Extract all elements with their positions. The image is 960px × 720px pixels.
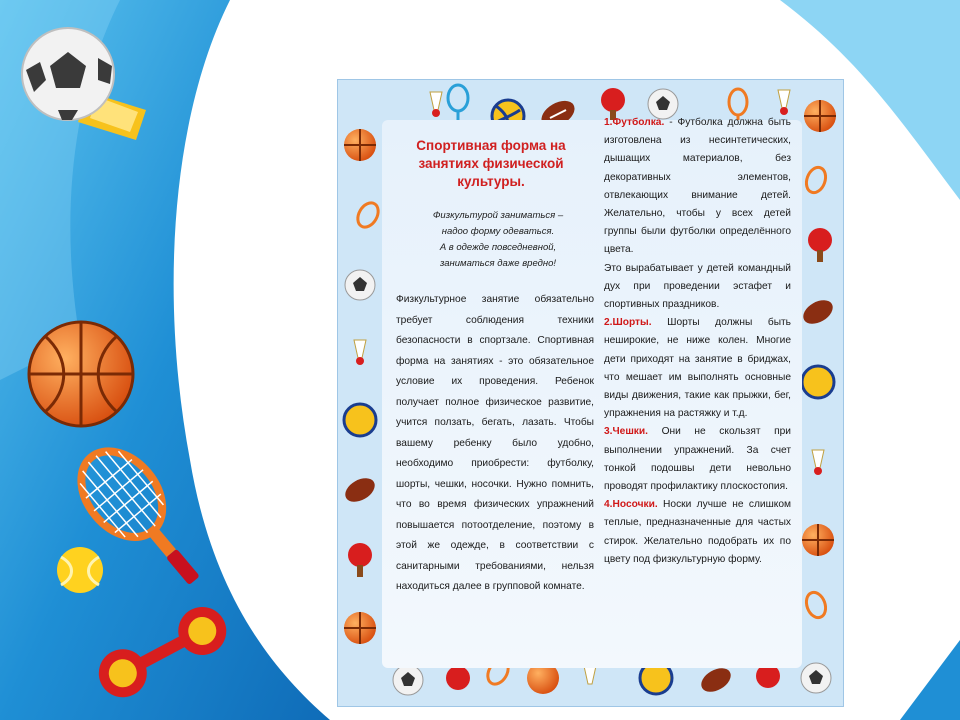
- item-text: Носки лучше не слишком теплые, предназначенные для частых стирок. Желательно подобрать их по цвету под физкультурную форму.: [604, 499, 791, 565]
- item-cheshki: [604, 423, 791, 496]
- soccer-ball-icon: [393, 665, 423, 695]
- item-text: Это вырабатывает у детей командный дух при проведении эстафет и спортивных праздников.: [604, 262, 791, 311]
- tennis-ball-icon: [55, 545, 105, 595]
- item-heading: 2.Шорты.: [604, 317, 652, 329]
- volleyball-icon: [802, 366, 834, 398]
- volleyball-icon: [344, 404, 376, 436]
- poem: [408, 208, 588, 272]
- right-column: [604, 114, 791, 569]
- ping-pong-paddle-icon: [446, 666, 470, 690]
- poem-line: заниматься даже вредно!: [439, 258, 557, 269]
- poem-line: А в одежде повседневной,: [439, 242, 557, 253]
- soccer-ball-icon: [345, 270, 375, 300]
- item-text: Они не скользят при выполнении упражнений. За счет тонкой подошвы дети невольно проводят профилактику плоскостопия.: [604, 426, 791, 493]
- basketball-icon: [25, 318, 137, 430]
- item-nosochki: [604, 496, 791, 569]
- item-footbolka: [604, 114, 791, 260]
- item-heading: 4.Носочки.: [604, 499, 658, 511]
- soccer-ball-icon: [801, 663, 831, 693]
- info-poster: [338, 80, 843, 706]
- soccer-ball-icon: [18, 22, 148, 142]
- poster-title: Спортивная форма на занятиях физической культуры.: [416, 138, 566, 189]
- item-note: [604, 260, 791, 315]
- basketball-icon: [802, 524, 834, 556]
- left-column-text: Физкультурное занятие обязательно требует соблюдения техники безопасности в спортзале. Спортивная форма на занятиях - это обязательное условие их проведения. Ребенок получает полное физическое развитие, учится ползать, бегать, лазать. Чтобы вашему ребенку было удобно, необходимо приобрести: футболку, шорты, чешки, носочки. Нужно помнить, что во время физических упражнений повышается потоотделение, поэтому в этой же одежде, в соответствии с санитарными требованиями, нельзя находиться далее в групповой комнате.: [396, 294, 594, 592]
- item-heading: 1.Футболка.: [604, 117, 665, 128]
- poem-line: надоо форму одеваться.: [441, 226, 555, 237]
- item-shorty: [604, 314, 791, 423]
- item-heading: 3.Чешки.: [604, 426, 649, 438]
- poem-line: Физкультурой заниматься –: [432, 210, 564, 221]
- basketball-icon: [344, 612, 376, 644]
- item-text: - Футболка должна быть изготовлена из несинтетических, дышащих материалов, без декоративных элементов, отвлекающих внимание детей. Желательно, чтобы у всех детей группы были футболки определённого цвета.: [604, 117, 791, 256]
- basketball-icon: [344, 129, 376, 161]
- basketball-icon: [804, 100, 836, 132]
- dumbbell-icon: [88, 598, 238, 698]
- item-text: Шорты должны быть неширокие, не ниже колен. Многие дети приходят на занятие в бриджах, что мешает им выполнять основные виды движения, такие как прыжки, бег, упражнения на растяжку и т.д.: [604, 317, 791, 420]
